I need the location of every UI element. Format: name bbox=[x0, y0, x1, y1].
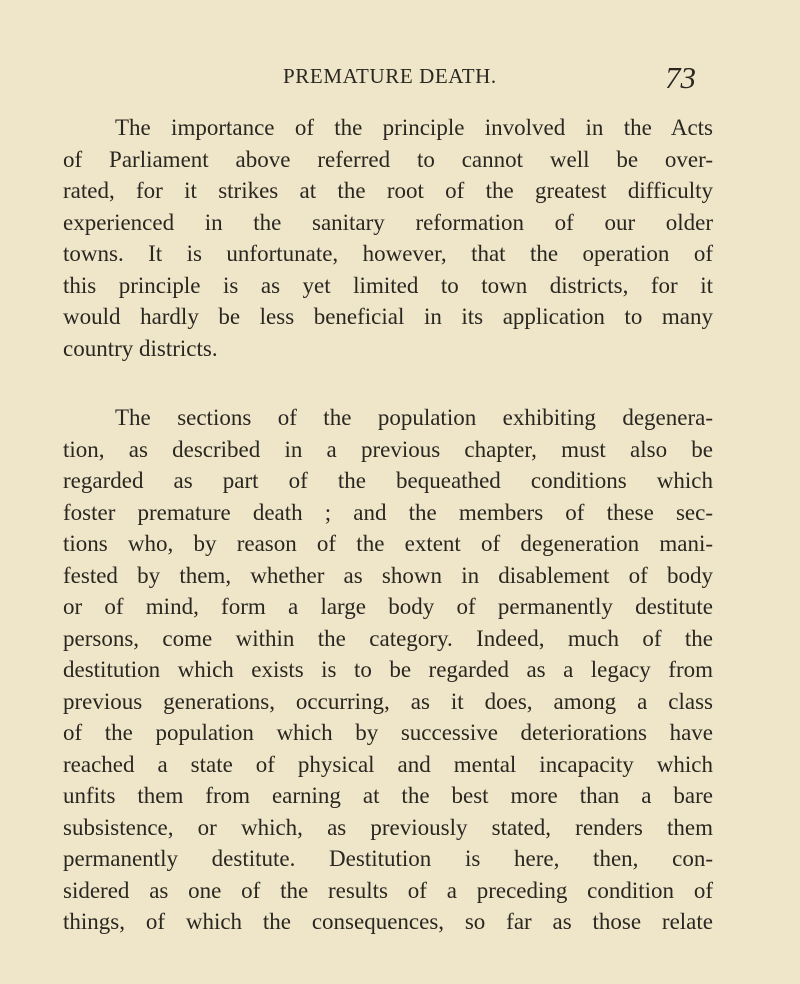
text-line: sidered as one of the results of a preceding condition of bbox=[63, 877, 713, 903]
text-line: towns. It is unfortunate, however, that the operation of bbox=[63, 241, 713, 266]
running-head bbox=[0, 60, 800, 100]
text-line: persons, come within the category. Indeed, much of the bbox=[63, 625, 713, 651]
text-line: this principle is as yet limited to town districts, for it bbox=[63, 272, 713, 298]
text-line: destitution which exists is to be regarded as a legacy from bbox=[63, 657, 713, 682]
text-line: regarded as part of the bequeathed conditions which bbox=[63, 468, 713, 493]
text-line: reached a state of physical and mental incapacity which bbox=[63, 751, 713, 777]
text-line: tions who, by reason of the extent of degeneration mani- bbox=[63, 531, 713, 556]
text-line: subsistence, or which, as previously stated, renders them bbox=[63, 814, 713, 840]
text-line: of Parliament above referred to cannot well be over- bbox=[63, 146, 713, 172]
text-line: fested by them, whether as shown in disablement of body bbox=[63, 562, 713, 588]
text-line: The sections of the population exhibiting degenera- bbox=[115, 405, 713, 430]
text-line: tion, as described in a previous chapter, must also be bbox=[63, 436, 713, 462]
paragraph-1 bbox=[63, 112, 713, 364]
text-line: would hardly be less beneficial in its application to many bbox=[63, 304, 713, 329]
text-line: of the population which by successive deteriorations have bbox=[63, 720, 713, 745]
paragraph-gap bbox=[63, 364, 713, 402]
text-line: rated, for it strikes at the root of the greatest difficulty bbox=[63, 178, 713, 203]
body-text bbox=[63, 112, 713, 938]
text-line: permanently destitute. Destitution is here, then, con- bbox=[63, 846, 713, 871]
text-line: country districts. bbox=[63, 335, 218, 361]
text-line: things, of which the consequences, so far as those relate bbox=[63, 909, 713, 934]
paragraph-2 bbox=[63, 402, 713, 938]
running-head-title: PREMATURE DEATH. bbox=[283, 64, 497, 88]
text-line: experienced in the sanitary reformation of our older bbox=[63, 209, 713, 235]
text-line: foster premature death ; and the members of these sec- bbox=[63, 499, 713, 525]
text-line: or of mind, form a large body of permanently destitute bbox=[63, 594, 713, 619]
text-line: The importance of the principle involved in the Acts bbox=[115, 115, 713, 140]
text-line: unfits them from earning at the best more than a bare bbox=[63, 783, 713, 808]
page-number: 73 bbox=[665, 60, 696, 95]
text-line: previous generations, occurring, as it does, among a class bbox=[63, 688, 713, 714]
